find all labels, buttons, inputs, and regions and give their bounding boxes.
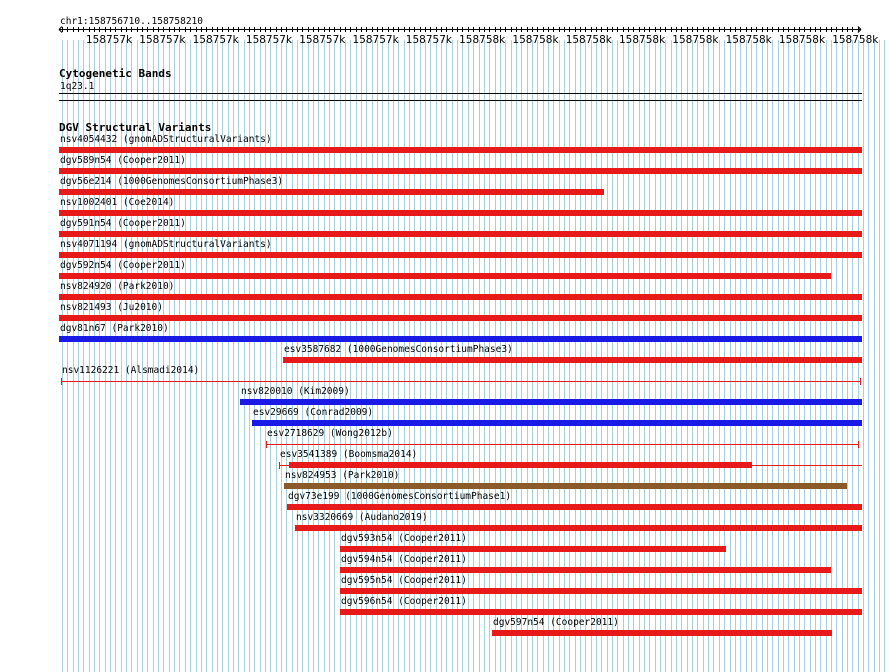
dgv-feature-label[interactable]: nsv824920 (Park2010)	[60, 281, 175, 292]
dgv-feature-label[interactable]: dgv592n54 (Cooper2011)	[60, 260, 186, 271]
dgv-feature-label[interactable]: dgv595n54 (Cooper2011)	[341, 575, 467, 586]
dgv-feature-bar[interactable]	[59, 210, 862, 216]
dgv-feature-bar[interactable]	[59, 189, 604, 195]
dgv-feature-bar[interactable]	[59, 336, 862, 342]
dgv-feature-label[interactable]: nsv1126221 (Alsmadi2014)	[62, 365, 200, 376]
dgv-feature-label[interactable]: esv3541389 (Boomsma2014)	[280, 449, 418, 460]
dgv-feature-bar[interactable]	[340, 546, 726, 552]
ruler-tick-label: 158757k	[86, 34, 133, 46]
dgv-feature-label[interactable]: esv2718629 (Wong2012b)	[267, 428, 393, 439]
dgv-feature-bar[interactable]	[340, 588, 862, 594]
dgv-feature-bar[interactable]	[59, 168, 862, 174]
dgv-feature-label[interactable]: dgv596n54 (Cooper2011)	[341, 596, 467, 607]
dgv-feature-bar[interactable]	[340, 609, 862, 615]
ruler-tick-label: 158758k	[459, 34, 506, 46]
dgv-feature-label[interactable]: dgv594n54 (Cooper2011)	[341, 554, 467, 565]
dgv-feature-bar[interactable]	[284, 483, 847, 489]
dgv-feature-label[interactable]: dgv597n54 (Cooper2011)	[493, 617, 619, 628]
dgv-feature-bar[interactable]	[240, 399, 862, 405]
dgv-feature-label[interactable]: nsv4054432 (gnomADStructuralVariants)	[60, 134, 272, 145]
ruler-tick-label: 158757k	[352, 34, 399, 46]
ruler-tick-label: 158758k	[725, 34, 772, 46]
dgv-feature-endcap	[279, 462, 280, 469]
dgv-feature-bar[interactable]	[59, 315, 862, 321]
dgv-feature-bar[interactable]	[59, 252, 862, 258]
dgv-feature-bar[interactable]	[492, 630, 832, 636]
dgv-feature-label[interactable]: dgv591n54 (Cooper2011)	[60, 218, 186, 229]
dgv-feature-label[interactable]: dgv81n67 (Park2010)	[60, 323, 169, 334]
dgv-feature-label[interactable]: dgv589n54 (Cooper2011)	[60, 155, 186, 166]
dgv-feature-label[interactable]: nsv820010 (Kim2009)	[241, 386, 350, 397]
cytoband-track-title: Cytogenetic Bands	[59, 67, 172, 80]
ruler-tick-label: 158758k	[512, 34, 559, 46]
ruler-tick-label: 158757k	[245, 34, 293, 46]
ruler-tick-label: 158758k	[832, 34, 879, 46]
dgv-feature-bar[interactable]	[59, 147, 862, 153]
dgv-feature-label[interactable]: nsv3320669 (Audano2019)	[296, 512, 428, 523]
ruler-tick-label: 158758k	[565, 34, 612, 46]
dgv-feature-label[interactable]: nsv4071194 (gnomADStructuralVariants)	[60, 239, 272, 250]
dgv-feature-bar[interactable]	[340, 567, 831, 573]
dgv-feature-endcap	[858, 441, 859, 448]
dgv-track-title: DGV Structural Variants	[59, 121, 212, 134]
dgv-feature-bar[interactable]	[59, 294, 862, 300]
dgv-feature-bar[interactable]	[252, 420, 862, 426]
dgv-feature-bar[interactable]	[283, 357, 862, 363]
dgv-feature-label[interactable]: dgv73e199 (1000GenomesConsortiumPhase1)	[288, 491, 512, 502]
dgv-feature-endcap	[266, 441, 267, 448]
ruler-tick-label: 158757k	[405, 34, 452, 46]
ruler-tick-label: 158758k	[778, 34, 826, 46]
dgv-feature-endcap	[61, 378, 62, 385]
dgv-feature-line[interactable]	[61, 381, 861, 382]
dgv-feature-bar[interactable]	[59, 231, 862, 237]
ruler-tick-label: 158757k	[299, 34, 346, 46]
dgv-feature-endcap	[860, 378, 861, 385]
cytoband-line-top	[59, 93, 862, 94]
cytoband-line-bottom	[59, 100, 862, 101]
dgv-feature-label[interactable]: nsv821493 (Ju2010)	[60, 302, 163, 313]
dgv-feature-line[interactable]	[266, 444, 858, 445]
dgv-feature-label[interactable]: dgv593n54 (Cooper2011)	[341, 533, 467, 544]
cytoband-label[interactable]: 1q23.1	[60, 81, 95, 92]
dgv-feature-bar[interactable]	[287, 504, 862, 510]
dgv-feature-bar[interactable]	[295, 525, 862, 531]
dgv-feature-label[interactable]: esv29669 (Conrad2009)	[253, 407, 374, 418]
dgv-feature-label[interactable]: nsv1002401 (Coe2014)	[60, 197, 175, 208]
dgv-feature-label[interactable]: dgv56e214 (1000GenomesConsortiumPhase3)	[60, 176, 284, 187]
ruler-tick-label: 158757k	[139, 34, 186, 46]
dgv-feature-bar[interactable]	[289, 462, 752, 468]
ruler-tick-label: 158757k	[192, 34, 239, 46]
ruler-tick-label: 158758k	[672, 34, 719, 46]
dgv-feature-label[interactable]: nsv824953 (Park2010)	[285, 470, 400, 481]
dgv-feature-label[interactable]: esv3587682 (1000GenomesConsortiumPhase3)	[284, 344, 513, 355]
ruler-title: chr1:158756710..158758210	[60, 16, 203, 27]
dgv-feature-bar[interactable]	[59, 273, 831, 279]
ruler-tick-label: 158758k	[619, 34, 666, 46]
